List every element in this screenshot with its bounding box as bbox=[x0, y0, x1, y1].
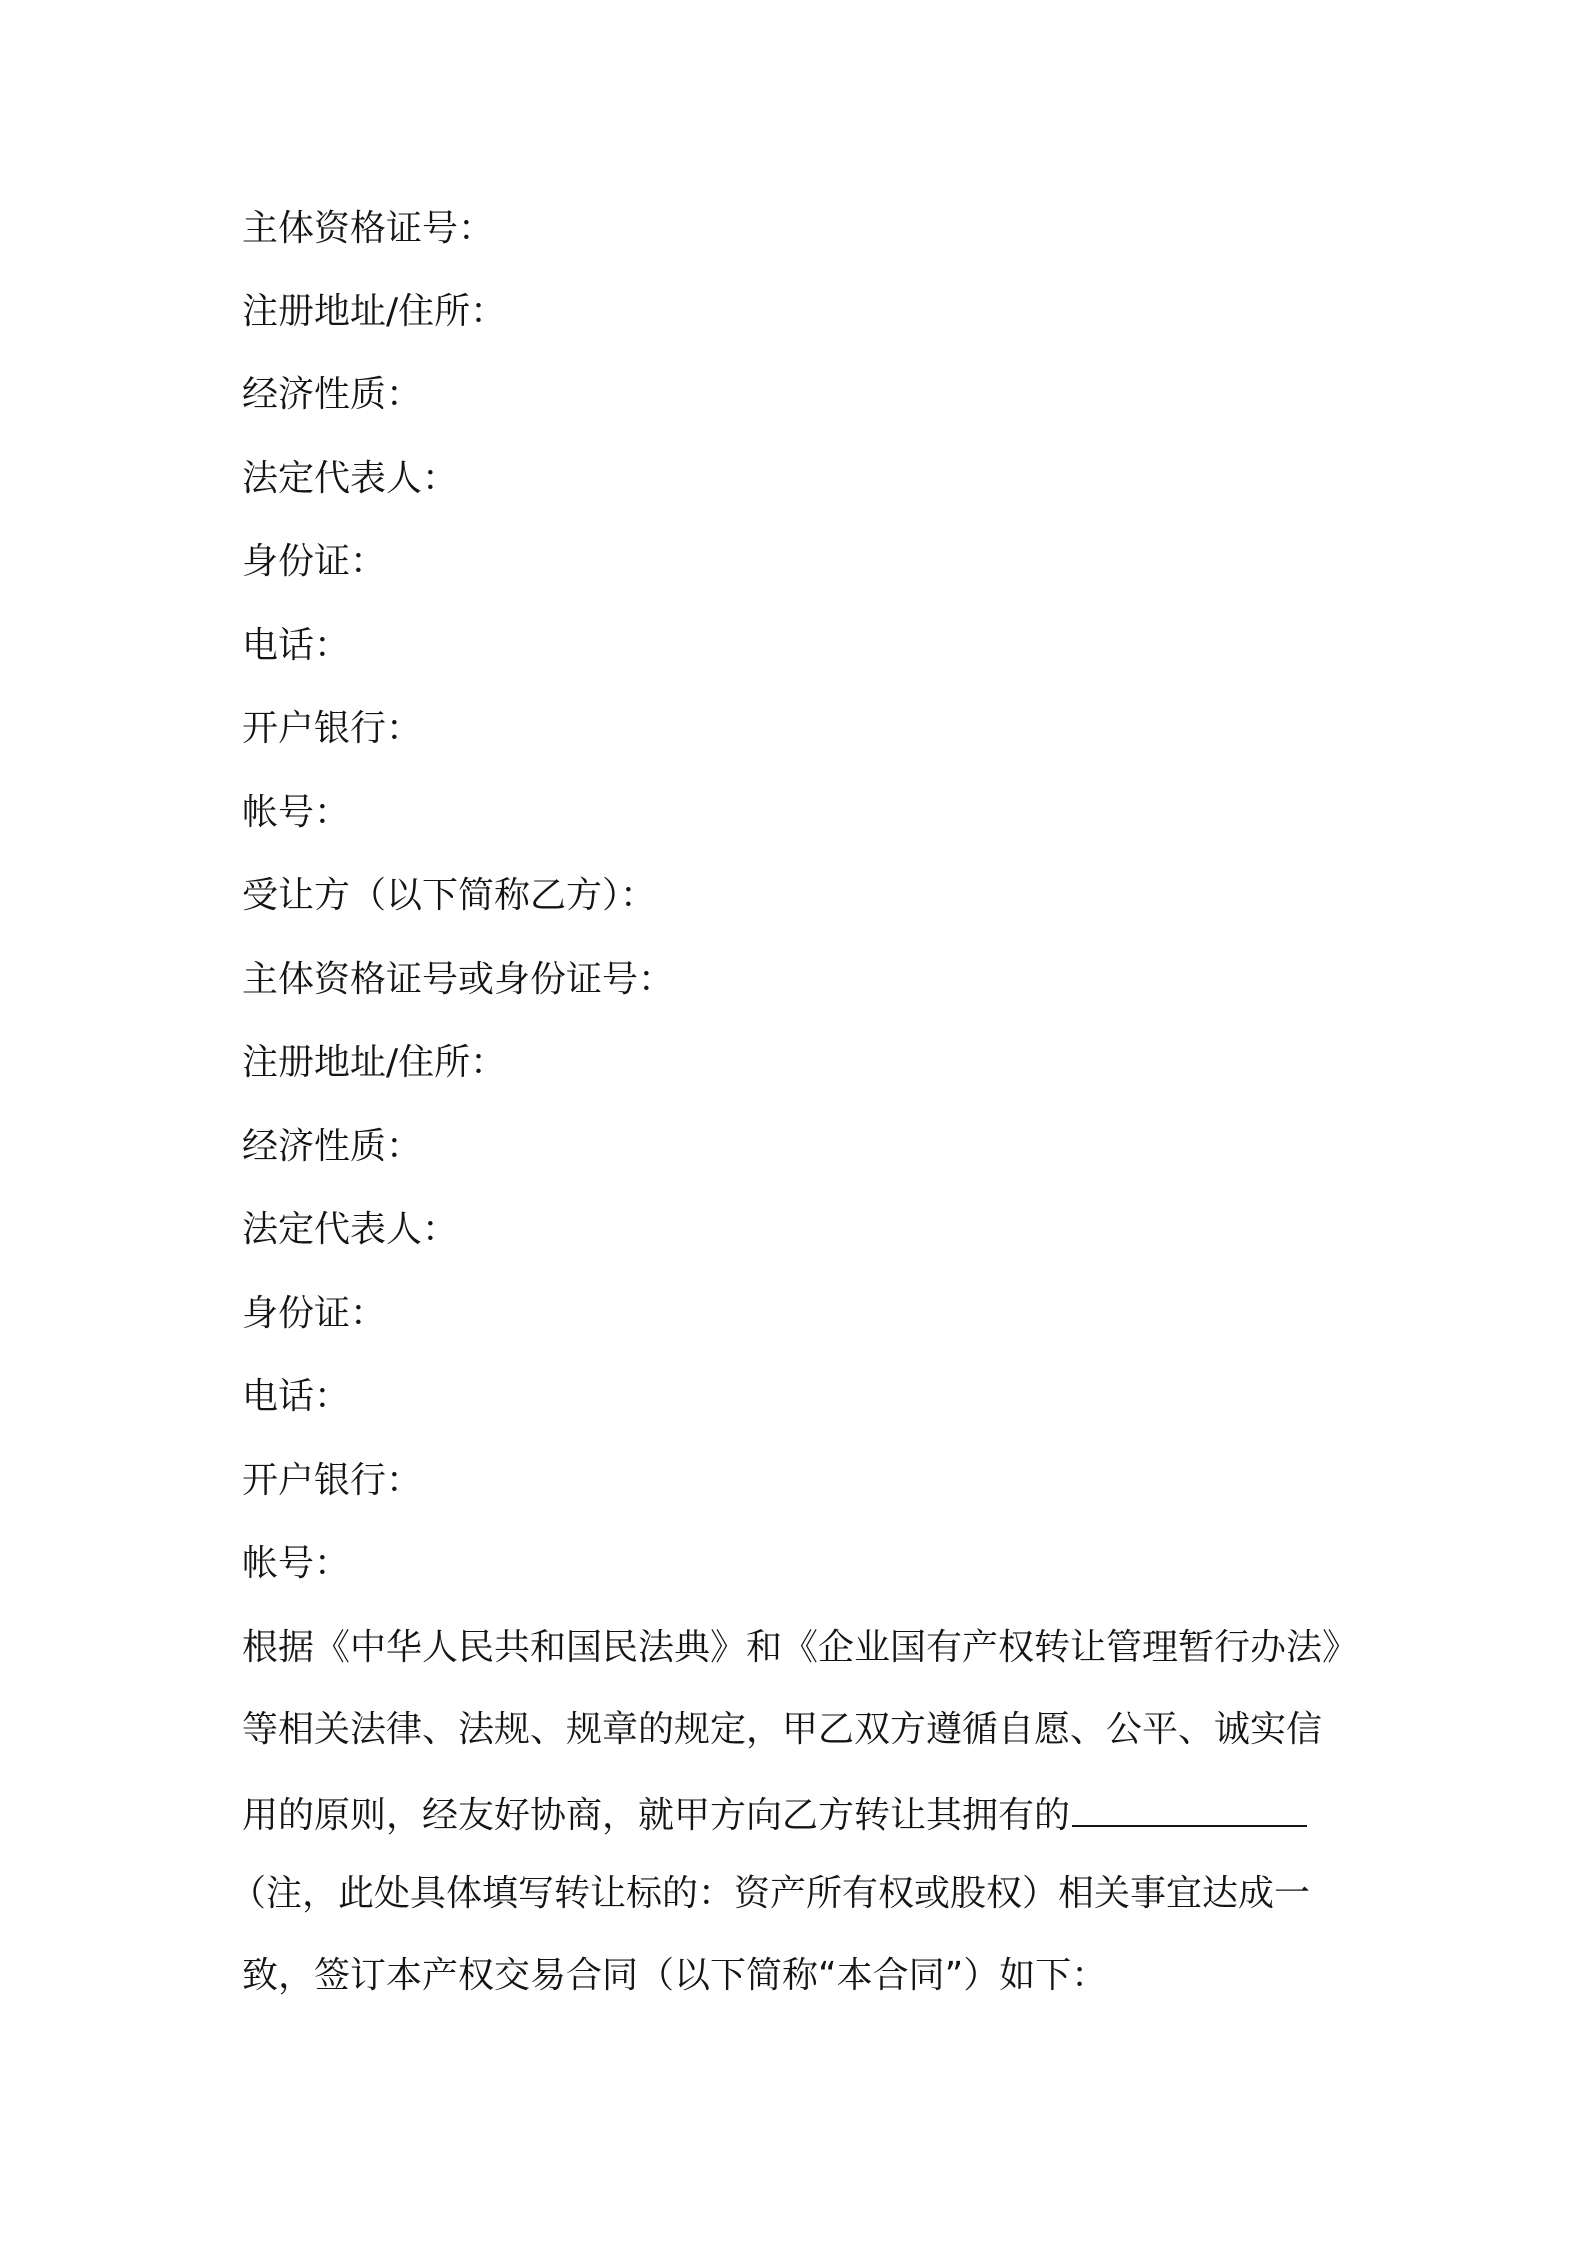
contract-preamble-paragraph bbox=[230, 1625, 1362, 2035]
transferor-cert-number-label: 主体资格证号： bbox=[242, 208, 495, 249]
transferor-address-label: 注册地址/住所： bbox=[242, 291, 507, 332]
paragraph-line-2: 等相关法律、法规、规章的规定，甲乙双方遵循自愿、公平、诚实信 bbox=[242, 1709, 1323, 1750]
transferor-account-label: 帐号： bbox=[242, 792, 351, 833]
transferee-phone-label: 电话： bbox=[242, 1376, 351, 1417]
transferee-legal-representative-label: 法定代表人： bbox=[242, 1209, 459, 1250]
paragraph-line-3 bbox=[242, 1789, 1362, 1835]
transferee-heading: 受让方（以下简称乙方）： bbox=[242, 875, 657, 916]
transferor-id-card-label: 身份证： bbox=[242, 541, 387, 582]
transferee-account-label: 帐号： bbox=[242, 1543, 351, 1584]
paragraph-line-3-text: 用的原则，经友好协商，就甲方向乙方转让其拥有的 bbox=[242, 1795, 1071, 1836]
paragraph-line-1: 根据《中华人民共和国民法典》和《企业国有产权转让管理暂行办法》 bbox=[242, 1627, 1359, 1668]
transferee-bank-label: 开户银行： bbox=[242, 1460, 423, 1501]
transferor-legal-representative-label: 法定代表人： bbox=[242, 458, 459, 499]
transferor-economic-nature-label: 经济性质： bbox=[242, 374, 423, 415]
paragraph-line-5: 致，签订本产权交易合同（以下简称“本合同”）如下： bbox=[242, 1955, 1108, 1996]
transferor-phone-label: 电话： bbox=[242, 625, 351, 666]
transferee-economic-nature-label: 经济性质： bbox=[242, 1126, 423, 1167]
transferee-address-label: 注册地址/住所： bbox=[242, 1042, 507, 1083]
transferee-cert-or-id-number-label: 主体资格证号或身份证号： bbox=[242, 959, 675, 1000]
paragraph-line-4: （注，此处具体填写转让标的：资产所有权或股权）相关事宜达成一 bbox=[230, 1873, 1311, 1914]
transferor-bank-label: 开户银行： bbox=[242, 708, 423, 749]
transfer-subject-blank bbox=[1072, 1789, 1307, 1827]
transferee-id-card-label: 身份证： bbox=[242, 1293, 387, 1334]
